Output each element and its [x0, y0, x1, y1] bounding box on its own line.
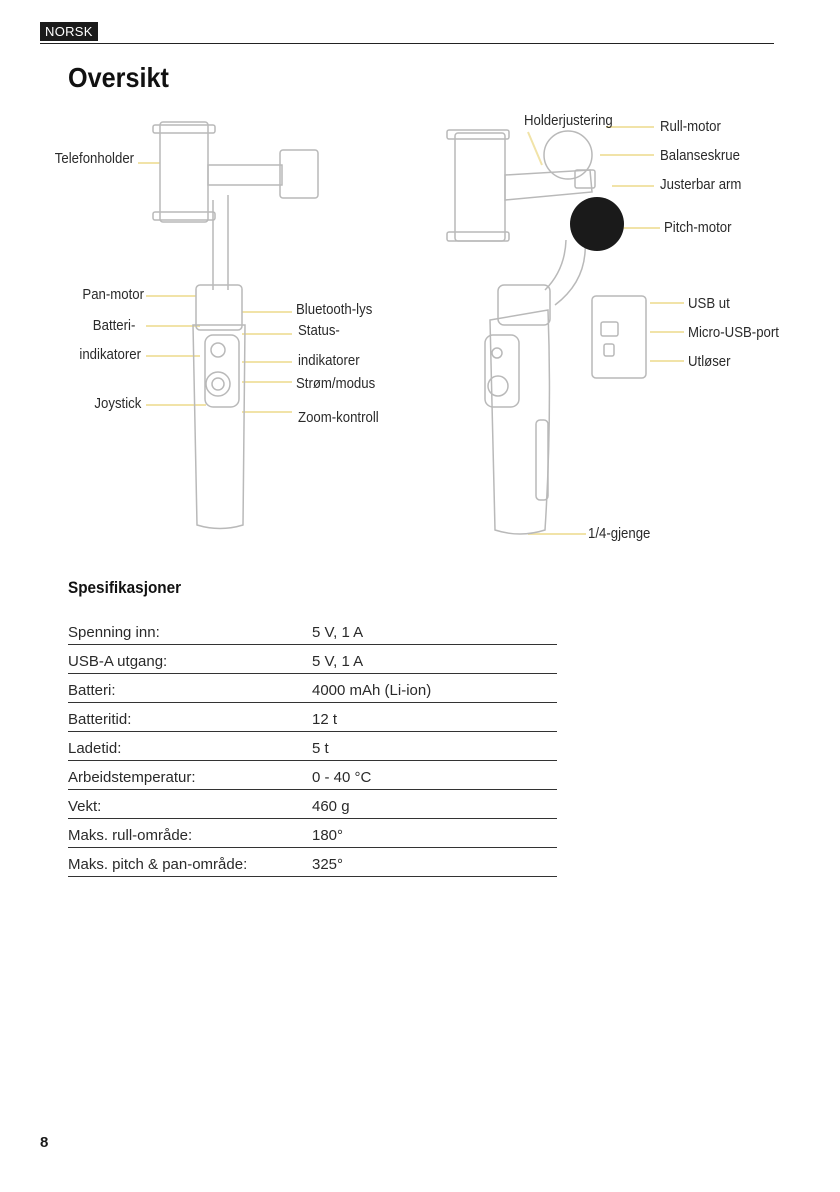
spec-key: Spenning inn:	[68, 616, 312, 645]
spec-value: 5 V, 1 A	[312, 645, 557, 674]
specs-heading: Spesifikasjoner	[68, 578, 182, 597]
spec-value: 12 t	[312, 703, 557, 732]
label-gjenge: 1/4-gjenge	[588, 525, 651, 542]
page-number: 8	[40, 1134, 49, 1151]
table-row	[68, 848, 557, 877]
header-rule	[40, 43, 774, 44]
spec-value: 0 - 40 °C	[312, 761, 557, 790]
spec-value: 325°	[312, 848, 557, 877]
table-row	[68, 703, 557, 732]
label-pan-motor: Pan-motor	[82, 286, 144, 303]
label-batteri-indikatorer: indikatorer	[79, 346, 141, 363]
label-status-indikatorer: indikatorer	[298, 352, 360, 369]
spec-key: Maks. pitch & pan-område:	[68, 848, 312, 877]
pitch-motor-icon	[570, 197, 624, 251]
page-title: Oversikt	[68, 62, 169, 93]
spec-value: 460 g	[312, 790, 557, 819]
spec-key: Ladetid:	[68, 732, 312, 761]
specs-table	[68, 616, 557, 877]
label-bluetooth: Bluetooth-lys	[296, 301, 373, 318]
spec-value: 5 t	[312, 732, 557, 761]
table-row	[68, 674, 557, 703]
label-batteri: Batteri-	[92, 317, 135, 334]
label-usb-ut: USB ut	[688, 295, 730, 312]
label-pitch-motor: Pitch-motor	[664, 219, 732, 236]
label-justerbar-arm: Justerbar arm	[660, 176, 742, 193]
label-telefonholder: Telefonholder	[54, 150, 134, 167]
label-balanseskrue: Balanseskrue	[660, 147, 740, 164]
label-strom-modus: Strøm/modus	[296, 375, 376, 392]
table-row	[68, 645, 557, 674]
label-status: Status-	[298, 322, 340, 339]
spec-key: Maks. rull-område:	[68, 819, 312, 848]
label-joystick: Joystick	[94, 395, 141, 412]
spec-value: 4000 mAh (Li-ion)	[312, 674, 557, 703]
table-row	[68, 819, 557, 848]
spec-key: Batteri:	[68, 674, 312, 703]
spec-key: USB-A utgang:	[68, 645, 312, 674]
spec-value: 5 V, 1 A	[312, 616, 557, 645]
table-row	[68, 732, 557, 761]
label-holderjustering: Holderjustering	[524, 112, 613, 129]
label-micro-usb-port: Micro-USB-port	[688, 324, 779, 341]
spec-key: Vekt:	[68, 790, 312, 819]
table-row	[68, 616, 557, 645]
table-row	[68, 761, 557, 790]
label-rull-motor: Rull-motor	[660, 118, 721, 135]
spec-key: Batteritid:	[68, 703, 312, 732]
gimbal-side-view	[447, 130, 646, 534]
label-utloser: Utløser	[688, 353, 731, 370]
table-row	[68, 790, 557, 819]
language-tag: NORSK	[40, 22, 98, 41]
label-zoom-kontroll: Zoom-kontroll	[298, 409, 379, 426]
spec-value: 180°	[312, 819, 557, 848]
spec-key: Arbeidstemperatur:	[68, 761, 312, 790]
